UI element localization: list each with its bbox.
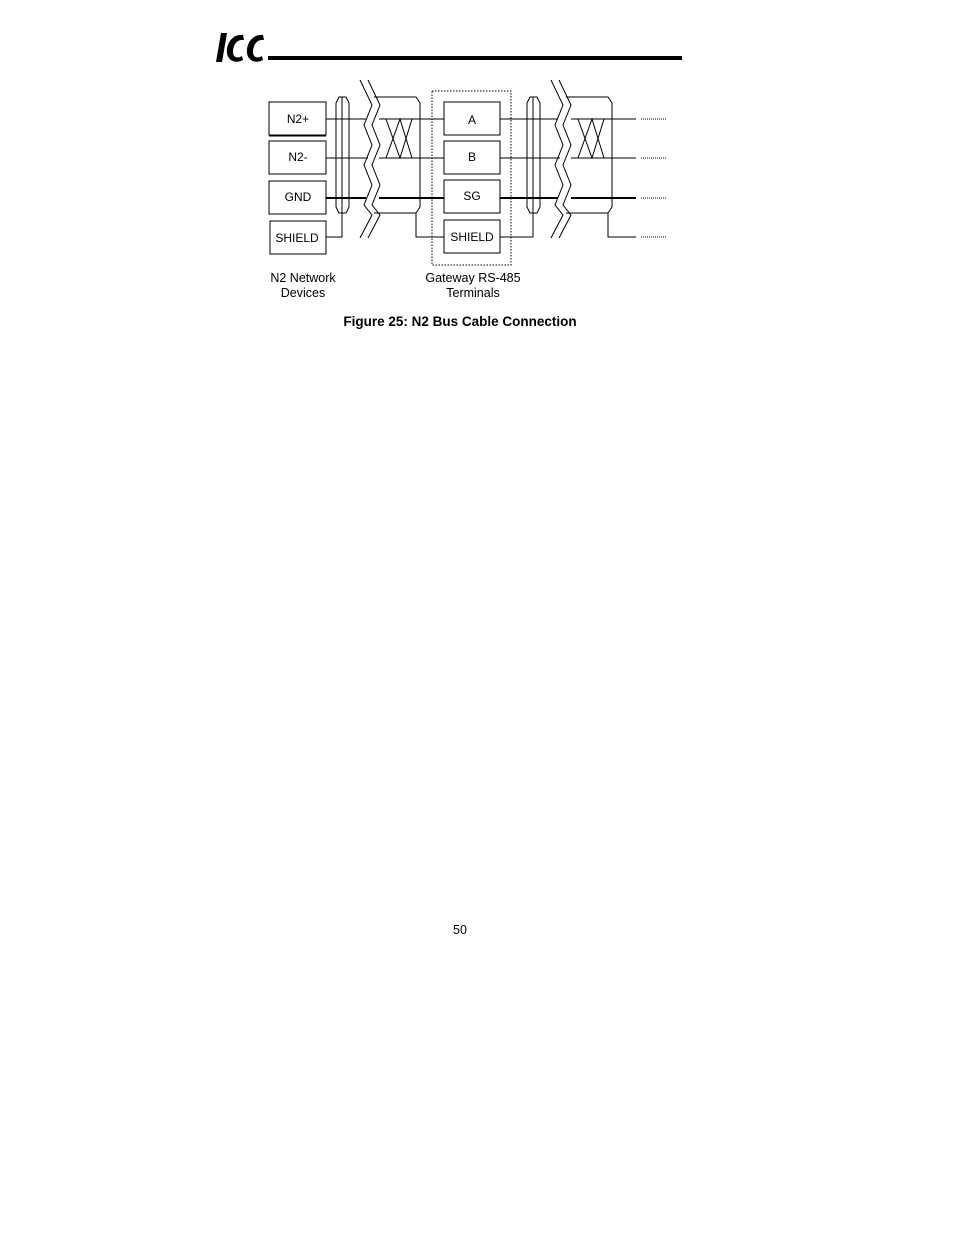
gateway-terminal-label: B: [467, 150, 477, 164]
icc-logo: [216, 33, 264, 62]
device-terminal-label: N2-: [288, 150, 308, 164]
gateway-terminal-label: SHIELD: [450, 230, 494, 244]
device-terminal-label: GND: [284, 190, 312, 204]
gateway-terminal-block: [444, 102, 500, 253]
gateway-terminal-label: A: [467, 113, 477, 127]
page-number: 50: [453, 923, 467, 937]
device-terminal-label: N2+: [286, 112, 310, 126]
cable-segment-left: [326, 80, 444, 238]
device-terminal-label: SHIELD: [275, 231, 319, 245]
figure-caption: Figure 25: N2 Bus Cable Connection: [343, 314, 577, 329]
header-rule: [268, 56, 682, 60]
device-group-label-line2: Devices: [280, 286, 326, 300]
device-terminal-block: [269, 102, 326, 254]
gateway-terminal-label: SG: [463, 189, 481, 203]
gateway-group-label-line1: Gateway RS-485: [425, 271, 521, 285]
cable-segment-right: [500, 80, 666, 238]
gateway-group-label-line2: Terminals: [446, 286, 500, 300]
device-group-label-line1: N2 Network: [270, 271, 336, 285]
